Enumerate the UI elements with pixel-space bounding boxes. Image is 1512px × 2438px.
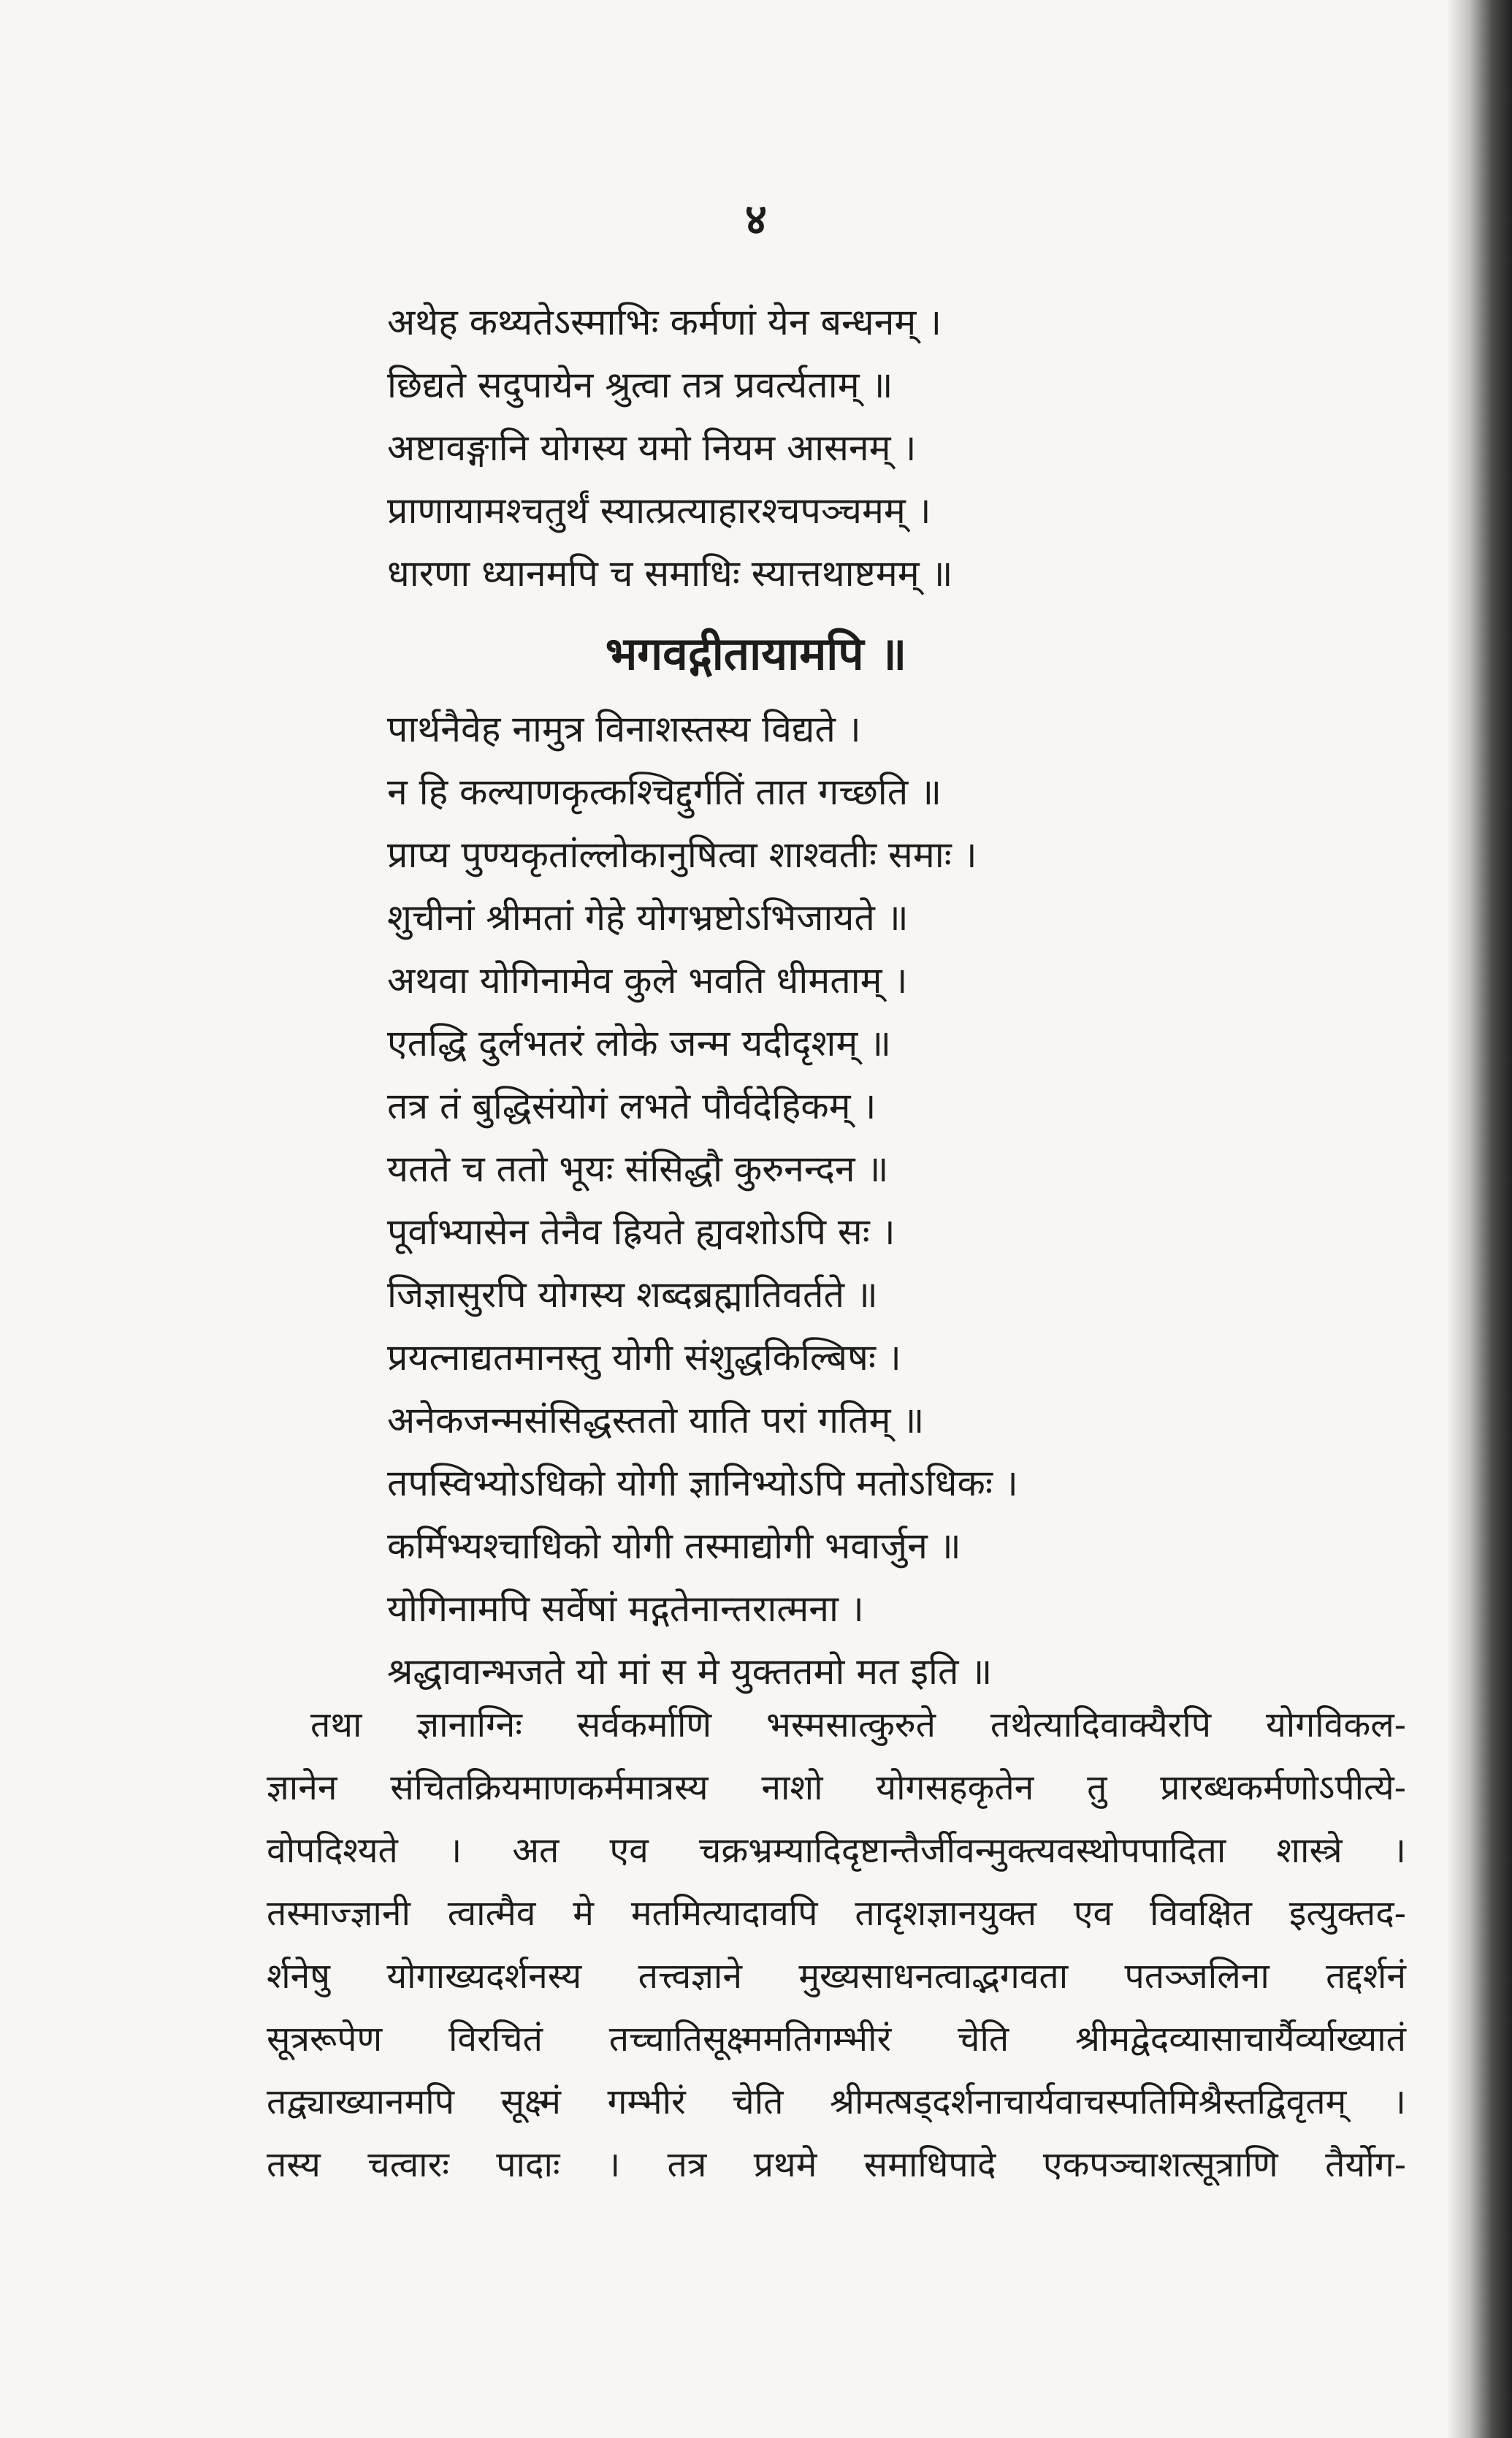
verse-line: शुचीनां श्रीमतां गेहे योगभ्रष्टोऽभिजायते ॥ bbox=[387, 896, 909, 939]
verse-block-gita bbox=[387, 698, 1264, 1703]
prose-line: ज्ञानेन संचितक्रियमाणकर्ममात्रस्य नाशो योगसहकृतेन तु प्रारब्धकर्मणोऽपीत्ये- bbox=[267, 1767, 1406, 1808]
verse-line: न हि कल्याणकृत्कश्चिद्दुर्गतिं तात गच्छति ॥ bbox=[387, 771, 942, 813]
verse-line: पार्थनैवेह नामुत्र विनाशस्तस्य विद्यते । bbox=[387, 708, 861, 750]
prose-line: र्शनेषु योगाख्यदर्शनस्य तत्त्वज्ञाने मुख्यसाधनत्वाद्भगवता पतञ्जलिना तद्दर्शनं bbox=[267, 1956, 1406, 1997]
verse-line: अष्टावङ्गानि योगस्य यमो नियम आसनम् । bbox=[387, 427, 917, 469]
verse-block-intro bbox=[387, 291, 1264, 605]
verse-line: यतते च ततो भूयः संसिद्धौ कुरुनन्दन ॥ bbox=[387, 1148, 889, 1190]
page-number: ४ bbox=[744, 194, 768, 244]
verse-line: अथेह कथ्यतेऽस्माभिः कर्मणां येन बन्धनम् । bbox=[387, 301, 942, 343]
prose-line: तद्व्याख्यानमपि सूक्ष्मं गम्भीरं चेति श्रीमत्षड्दर्शनाचार्यवाचस्पतिमिश्रैस्तद्विवृतम् । bbox=[267, 2081, 1406, 2122]
commentary-paragraph bbox=[267, 1694, 1406, 2196]
verse-line: श्रद्धावान्भजते यो मां स मे युक्ततमो मत इति ॥ bbox=[387, 1650, 993, 1693]
prose-line: तस्य चत्वारः पादाः । तत्र प्रथमे समाधिपादे एकपञ्चाशत्सूत्राणि तैर्योग- bbox=[267, 2144, 1406, 2185]
verse-line: धारणा ध्यानमपि च समाधिः स्यात्तथाष्टमम् ॥ bbox=[387, 552, 953, 595]
prose-line: तस्माज्ज्ञानी त्वात्मैव मे मतमित्यादावपि तादृशज्ञानयुक्त एव विवक्षित इत्युक्तद- bbox=[267, 1893, 1406, 1934]
verse-line: प्राप्य पुण्यकृतांल्लोकानुषित्वा शाश्वतीः समाः । bbox=[387, 834, 977, 876]
verse-line: तपस्विभ्योऽधिको योगी ज्ञानिभ्योऽपि मतोऽधिकः । bbox=[387, 1462, 1018, 1504]
prose-line: सूत्ररूपेण विरचितं तच्चातिसूक्ष्ममतिगम्भीरं चेति श्रीमद्वेदव्यासाचार्यैर्व्याख्यातं bbox=[267, 2019, 1406, 2060]
verse-line: एतद्धि दुर्लभतरं लोके जन्म यदीदृशम् ॥ bbox=[387, 1022, 892, 1064]
verse-line: तत्र तं बुद्धिसंयोगं लभते पौर्वदेहिकम् । bbox=[387, 1085, 877, 1127]
verse-line: छिद्यते सदुपायेन श्रुत्वा तत्र प्रवर्त्यताम् ॥ bbox=[387, 364, 893, 406]
verse-line: जिज्ञासुरपि योगस्य शब्दब्रह्मातिवर्तते ॥ bbox=[387, 1273, 878, 1316]
verse-line: प्राणायामश्चतुर्थं स्यात्प्रत्याहारश्चपञ्चमम् । bbox=[387, 489, 931, 532]
section-heading: भगवद्गीतायामपि ॥ bbox=[605, 627, 907, 680]
verse-line: अनेकजन्मसंसिद्धस्ततो याति परां गतिम् ॥ bbox=[387, 1399, 925, 1441]
verse-line: पूर्वाभ्यासेन तेनैव ह्रियते ह्यवशोऽपि सः । bbox=[387, 1211, 896, 1253]
book-spine-shadow bbox=[1446, 0, 1512, 2438]
verse-line: प्रयत्नाद्यतमानस्तु योगी संशुद्धकिल्बिषः । bbox=[387, 1336, 901, 1379]
prose-line: वोपदिश्यते । अत एव चक्रभ्रम्यादिदृष्टान्तैर्जीवन्मुक्त्यवस्थोपपादिता शास्त्रे । bbox=[267, 1830, 1406, 1871]
verse-line: कर्मिभ्यश्चाधिको योगी तस्माद्योगी भवार्जुन ॥ bbox=[387, 1525, 961, 1567]
prose-line: तथा ज्ञानाग्निः सर्वकर्माणि भस्मसात्कुरुते तथेत्यादिवाक्यैरपि योगविकल- bbox=[310, 1704, 1406, 1745]
verse-line: योगिनामपि सर्वेषां मद्गतेनान्तरात्मना । bbox=[387, 1588, 864, 1630]
verse-line: अथवा योगिनामेव कुले भवति धीमताम् । bbox=[387, 959, 908, 1002]
